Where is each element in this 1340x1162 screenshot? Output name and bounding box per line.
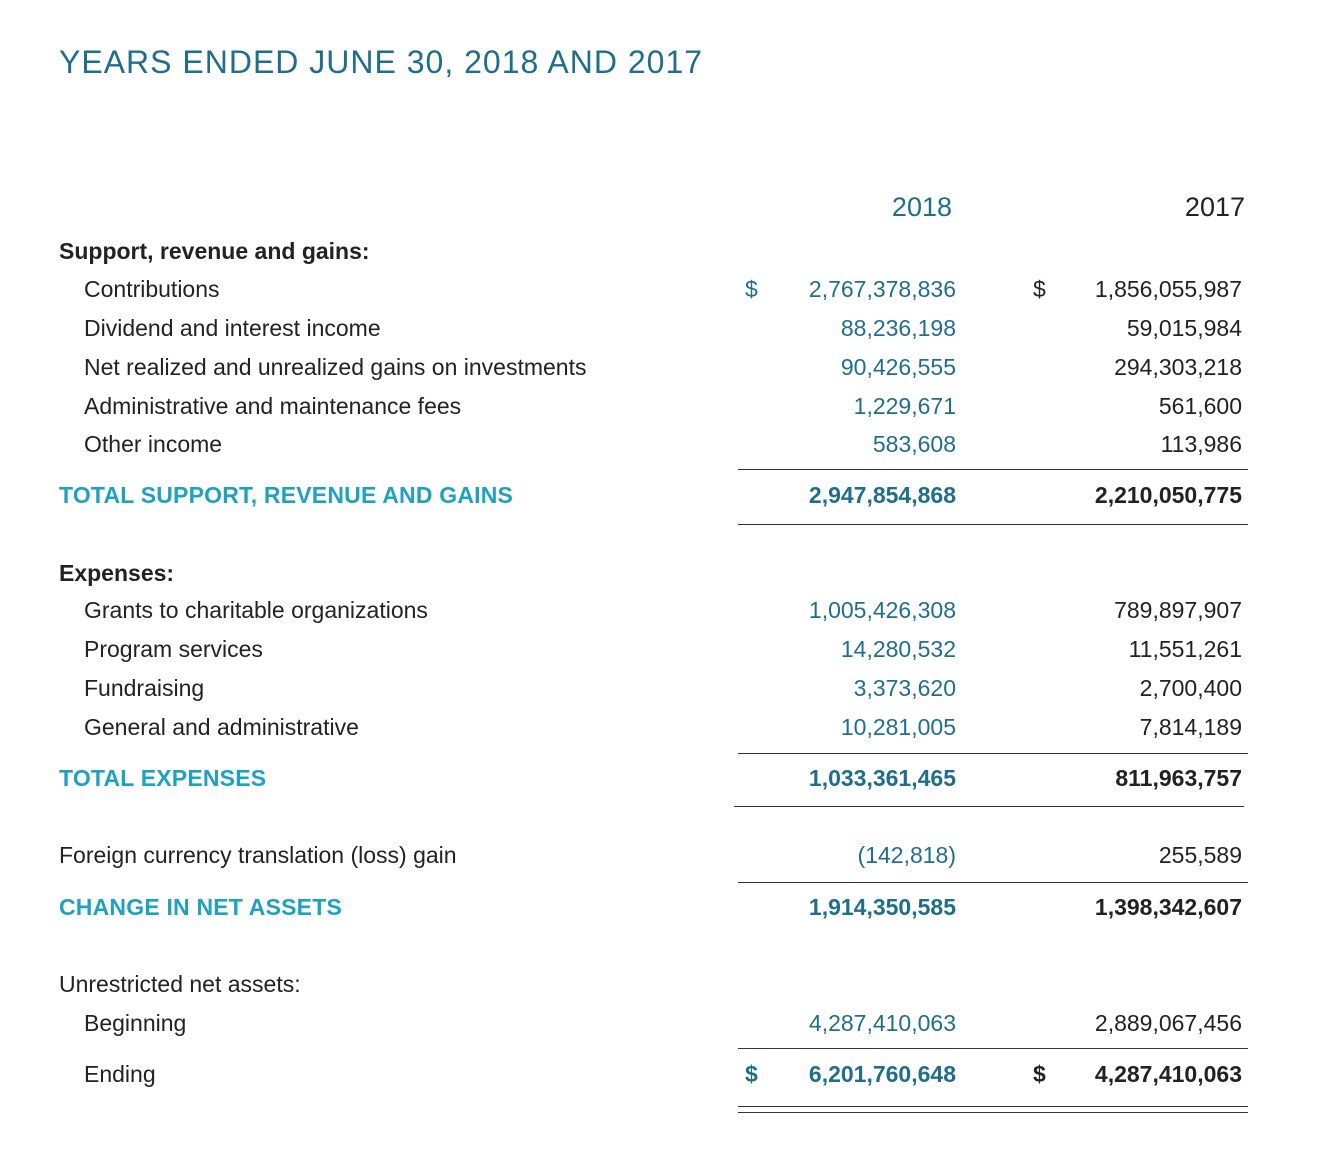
value-2017: 7,814,189 [1139,714,1242,740]
line-item-beginning [0,1010,1340,1044]
value-2018: 88,236,198 [840,315,956,341]
total-value-2018: 1,033,361,465 [808,765,956,791]
line-label: Program services [84,636,263,662]
section-title-support [0,238,1340,272]
value-2017: 11,551,261 [1128,636,1242,662]
line-label: Ending [84,1061,156,1087]
divider [738,882,1248,883]
page-title: YEARS ENDED JUNE 30, 2018 AND 2017 [59,44,704,80]
section-label: Support, revenue and gains: [59,238,370,264]
total-label: TOTAL SUPPORT, REVENUE AND GAINS [59,482,514,508]
line-item-ending [0,1061,1340,1095]
dollar-sign-2018: $ [745,276,758,302]
line-label: Contributions [84,276,220,302]
line-item-investment-gains [0,354,1340,388]
value-2018: (142,818) [857,842,956,868]
line-label: Net realized and unrealized gains on investments [84,354,587,380]
value-2017: 1,856,055,987 [1094,276,1242,302]
line-label: Other income [84,431,223,457]
change-net-assets-row [0,894,1340,928]
line-item-dividend-interest [0,315,1340,349]
line-item-general-admin [0,714,1340,748]
value-2017: 4,287,410,063 [1094,1061,1242,1087]
total-value-2018: 1,914,350,585 [808,894,956,920]
line-item-contributions [0,276,1340,310]
total-expenses-row [0,765,1340,799]
divider [738,524,1248,525]
value-2018: 14,280,532 [840,636,956,662]
section-label: Expenses: [59,560,175,586]
value-2017: 255,589 [1158,842,1242,868]
value-2017: 294,303,218 [1114,354,1242,380]
value-2017: 59,015,984 [1126,315,1242,341]
section-title-expenses [0,560,1340,594]
line-item-admin-fees [0,393,1340,427]
value-2018: 90,426,555 [840,354,956,380]
value-2018: 4,287,410,063 [808,1010,956,1036]
total-label: CHANGE IN NET ASSETS [59,894,343,920]
double-underline-top [738,1106,1248,1107]
value-2017: 2,700,400 [1139,675,1242,701]
value-2017: 113,986 [1160,431,1242,457]
line-item-program-services [0,636,1340,670]
value-2018: 1,005,426,308 [808,597,956,623]
divider [738,753,1248,754]
line-label: Foreign currency translation (loss) gain [59,842,457,868]
line-label: Fundraising [84,675,205,701]
line-label: General and administrative [84,714,359,740]
value-2018: 6,201,760,648 [808,1061,956,1087]
line-item-fx [0,842,1340,876]
line-item-fundraising [0,675,1340,709]
total-value-2018: 2,947,854,868 [808,482,956,508]
line-label: Grants to charitable organizations [84,597,428,623]
value-2018: 3,373,620 [853,675,956,701]
divider [734,806,1244,807]
value-2018: 583,608 [872,431,956,457]
column-header-2018: 2018 [891,192,952,222]
double-underline-bottom [738,1112,1248,1113]
line-label: Beginning [84,1010,187,1036]
total-value-2017: 2,210,050,775 [1094,482,1242,508]
dollar-sign-2017: $ [1033,276,1046,302]
value-2017: 789,897,907 [1114,597,1242,623]
section-label: Unrestricted net assets: [59,971,301,997]
value-2017: 561,600 [1158,393,1242,419]
line-label: Dividend and interest income [84,315,381,341]
value-2017: 2,889,067,456 [1094,1010,1242,1036]
total-support-row [0,482,1340,516]
value-2018: 2,767,378,836 [808,276,956,302]
line-item-grants [0,597,1340,631]
value-2018: 10,281,005 [840,714,956,740]
dollar-sign-2017: $ [1033,1061,1046,1087]
column-header-2017: 2017 [1184,192,1245,222]
divider [738,1048,1248,1049]
line-label: Administrative and maintenance fees [84,393,462,419]
divider [738,469,1248,470]
section-title-net-assets [0,971,1340,1005]
value-2018: 1,229,671 [853,393,956,419]
line-item-other-income [0,431,1340,465]
total-value-2017: 811,963,757 [1115,765,1242,791]
total-value-2017: 1,398,342,607 [1094,894,1242,920]
total-label: TOTAL EXPENSES [59,765,267,791]
dollar-sign-2018: $ [745,1061,758,1087]
